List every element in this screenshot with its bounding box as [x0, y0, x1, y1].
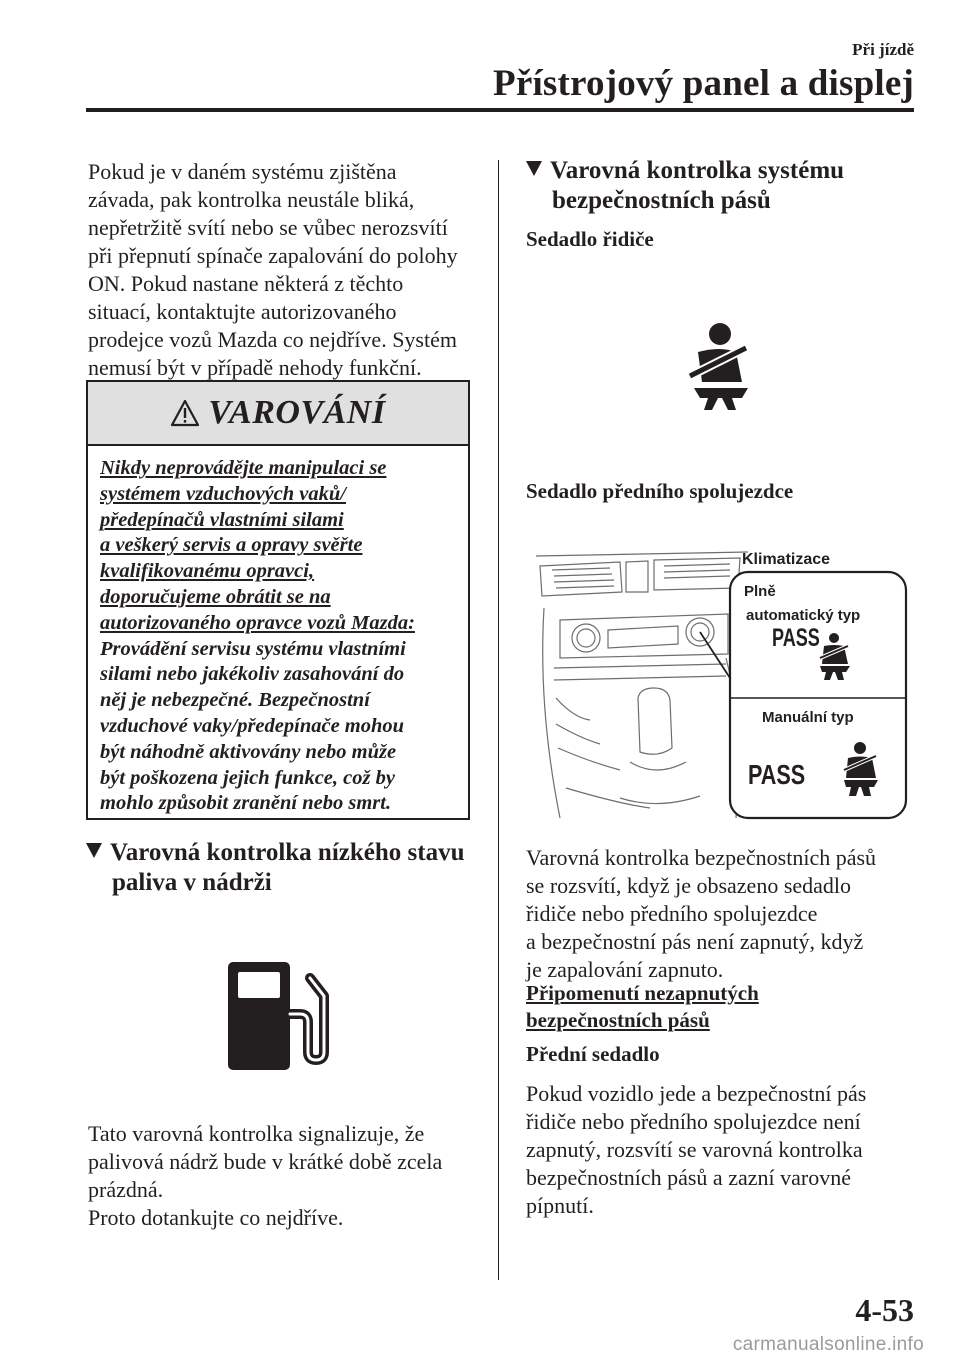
fuel-pump-icon	[228, 960, 360, 1072]
text-line: situací, kontaktujte autorizovaného	[88, 299, 397, 324]
seatbelt-section-heading	[526, 156, 844, 216]
text-line: nemusí být v případě nehody funkční.	[88, 355, 422, 380]
warning-line: mohlo způsobit zranění nebo smrt.	[100, 792, 392, 815]
heading-line: Připomenutí nezapnutých	[526, 981, 759, 1005]
fuel-description	[88, 1120, 480, 1232]
warning-line: Provádění servisu systému vlastními	[100, 637, 406, 660]
auto-type-label-line1: Plně	[744, 583, 776, 600]
reminder-description	[526, 1080, 926, 1220]
warning-header	[88, 382, 468, 446]
warning-line: něj je nebezpečné. Bezpečnostní	[100, 689, 370, 712]
warning-line: silami nebo jakékoliv zasahování do	[100, 663, 405, 686]
column-divider	[498, 160, 499, 1280]
text-line: palivová nádrž bude v krátké době zcela	[88, 1149, 443, 1174]
section-triangle-icon	[86, 843, 102, 858]
front-seat-label: Přední sedadlo	[526, 1042, 660, 1066]
warning-line-underlined: kvalifikovanému opravci,	[100, 560, 315, 583]
page-number: 4-53	[855, 1292, 914, 1328]
section-triangle-icon	[526, 161, 542, 176]
watermark: carmanualsonline.info	[732, 1334, 924, 1355]
warning-body	[88, 446, 468, 817]
heading-line: bezpečnostních pásů	[552, 187, 771, 214]
warning-line: být poškozena jejich funkce, což by	[100, 766, 395, 789]
text-line: a bezpečnostní pás není zapnutý, když	[526, 929, 864, 954]
intro-paragraph	[88, 158, 480, 382]
passenger-seat-label: Sedadlo předního spolujezdce	[526, 479, 794, 503]
text-line: závada, pak kontrolka neustále bliká,	[88, 187, 415, 212]
heading-line: Varovná kontrolka nízkého stavu	[110, 839, 465, 866]
text-line: Varovná kontrolka bezpečnostních pásů	[526, 845, 877, 870]
fuel-section-heading	[86, 838, 465, 898]
auto-type-label-line2: automatický typ	[746, 607, 861, 624]
text-line: se rozsvítí, když je obsazeno sedadlo	[526, 873, 852, 898]
driver-seat-label: Sedadlo řidiče	[526, 227, 654, 251]
text-line: řidiče nebo předního spolujezdce není	[526, 1109, 861, 1134]
text-line: prodejce vozů Mazda co nejdříve. Systém	[88, 327, 457, 352]
climate-label: Klimatizace	[742, 551, 831, 568]
text-line: pípnutí.	[526, 1193, 594, 1218]
manual-type-label: Manuální typ	[762, 709, 854, 726]
text-line: při přepnutí spínače zapalování do polohy	[88, 243, 458, 268]
text-line: řidiče nebo předního spolujezdce	[526, 901, 818, 926]
warning-line-underlined: doporučujeme obrátit se na	[100, 585, 331, 608]
seatbelt-warning-icon	[676, 320, 766, 412]
warning-triangle-icon	[170, 399, 200, 427]
reminder-heading	[526, 980, 759, 1034]
heading-line: Varovná kontrolka systému	[550, 157, 845, 184]
warning-line: vzduchové vaky/předepínače mohou	[100, 714, 405, 737]
heading-line: paliva v nádrži	[112, 869, 272, 896]
seatbelt-description	[526, 844, 926, 984]
text-line: bezpečnostních pásů a zazní varovné	[526, 1165, 851, 1190]
warning-line-underlined: a veškerý servis a opravy svěřte	[100, 534, 363, 557]
header-rule	[86, 108, 914, 112]
warning-title: VAROVÁNÍ	[208, 394, 386, 431]
warning-box	[86, 380, 470, 820]
text-line: Pokud je v daném systému zjištěna	[88, 159, 397, 184]
dashboard-illustration	[530, 548, 908, 820]
text-line: Tato varovná kontrolka signalizuje, že	[88, 1121, 425, 1146]
header-section-label: Při jízdě	[852, 40, 914, 59]
warning-line-underlined: autorizovaného opravce vozů Mazda:	[100, 611, 415, 634]
text-line: je zapalování zapnuto.	[526, 957, 724, 982]
warning-line-underlined: Nikdy neprovádějte manipulaci se	[100, 457, 387, 479]
text-line: prázdná.	[88, 1177, 164, 1202]
pass-indicator-auto: PASS	[772, 622, 820, 652]
page-title: Přístrojový panel a displej	[493, 63, 914, 104]
pass-indicator-manual: PASS	[748, 760, 806, 791]
text-line: ON. Pokud nastane některá z těchto	[88, 271, 404, 296]
text-line: zapnutý, rozsvítí se varovná kontrolka	[526, 1137, 863, 1162]
text-line: Proto dotankujte co nejdříve.	[88, 1205, 344, 1230]
warning-line-underlined: předepínačů vlastními silami	[100, 508, 344, 531]
text-line: nepřetržitě svítí nebo se vůbec nerozsvítí	[88, 215, 448, 240]
warning-line: být náhodně aktivovány nebo může	[100, 740, 397, 763]
text-line: Pokud vozidlo jede a bezpečnostní pás	[526, 1081, 867, 1106]
heading-line: bezpečnostních pásů	[526, 1008, 710, 1032]
warning-line-underlined: systémem vzduchových vaků/	[100, 482, 346, 505]
